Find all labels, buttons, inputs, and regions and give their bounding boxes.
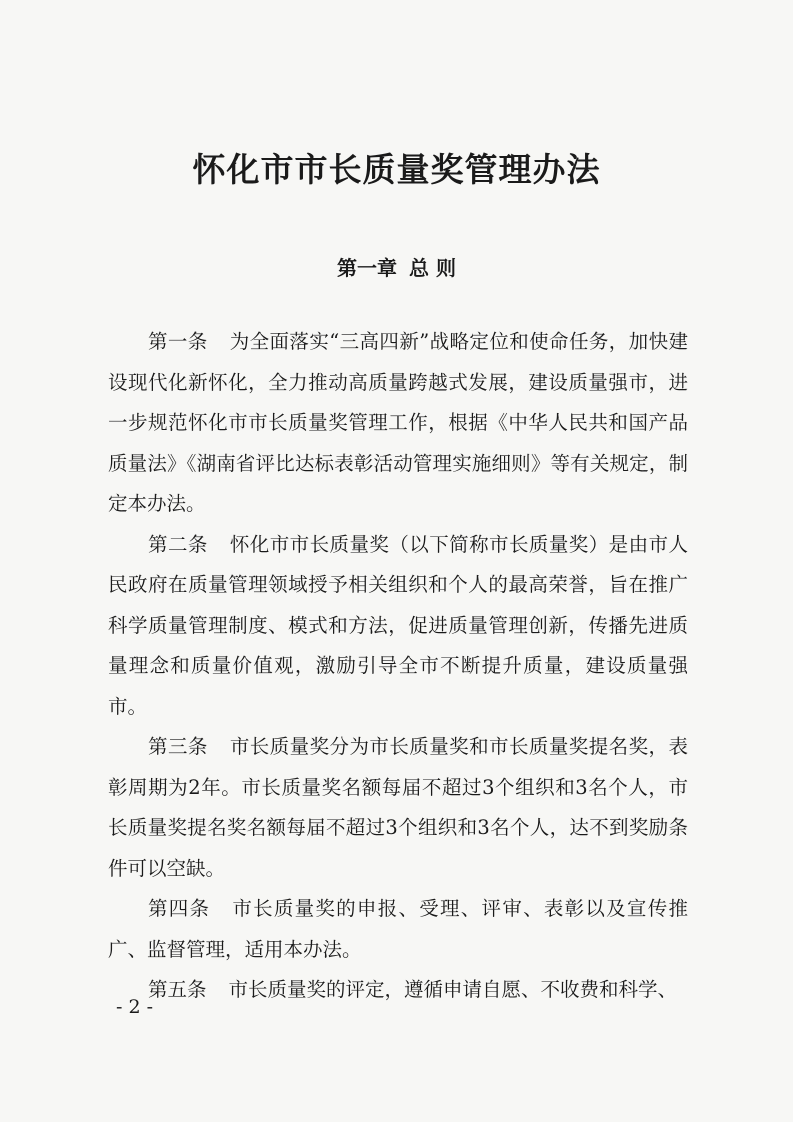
article-4 <box>108 889 688 970</box>
article-1 <box>108 322 688 525</box>
article-text: 市长质量奖的申报、受理、评审、表彰以及宣传推广、监督管理，适用本办法。 <box>108 897 688 961</box>
chapter-heading <box>0 252 793 281</box>
chapter-number: 第一章 <box>337 256 398 280</box>
chapter-name: 总 则 <box>409 256 456 280</box>
article-5 <box>108 970 688 1011</box>
article-text: 市长质量奖分为市长质量奖和市长质量奖提名奖，表彰周期为2年。市长质量奖名额每届不超过3个组织和3名个人，市长质量奖提名奖名额每届不超过3个组织和3名个人，达不到奖励条件可以空缺。 <box>108 735 688 880</box>
article-text: 为全面落实“三高四新”战略定位和使命任务，加快建设现代化新怀化，全力推动高质量跨越式发展，建设质量强市，进一步规范怀化市市长质量奖管理工作，根据《中华人民共和国产品质量法》《湖南省评比达标表彰活动管理实施细则》等有关规定，制定本办法。 <box>108 330 688 515</box>
article-3 <box>108 727 688 889</box>
article-text: 市长质量奖的评定，遵循申请自愿、不收费和科学、 <box>228 978 678 1001</box>
page-number: - 2 - <box>116 996 154 1018</box>
article-text: 怀化市市长质量奖（以下简称市长质量奖）是由市人民政府在质量管理领域授予相关组织和个人的最高荣誉，旨在推广科学质量管理制度、模式和方法，促进质量管理创新，传播先进质量理念和质量价值观，激励引导全市不断提升质量，建设质量强市。 <box>108 532 688 718</box>
document-body <box>108 322 688 1011</box>
article-2 <box>108 525 688 728</box>
article-label: 第二条 <box>148 532 208 556</box>
article-label: 第四条 <box>148 897 211 920</box>
document-title: 怀化市市长质量奖管理办法 <box>192 150 601 189</box>
article-label: 第三条 <box>148 735 208 758</box>
article-label: 第一条 <box>148 330 208 353</box>
article-label: 第五条 <box>148 978 207 1001</box>
